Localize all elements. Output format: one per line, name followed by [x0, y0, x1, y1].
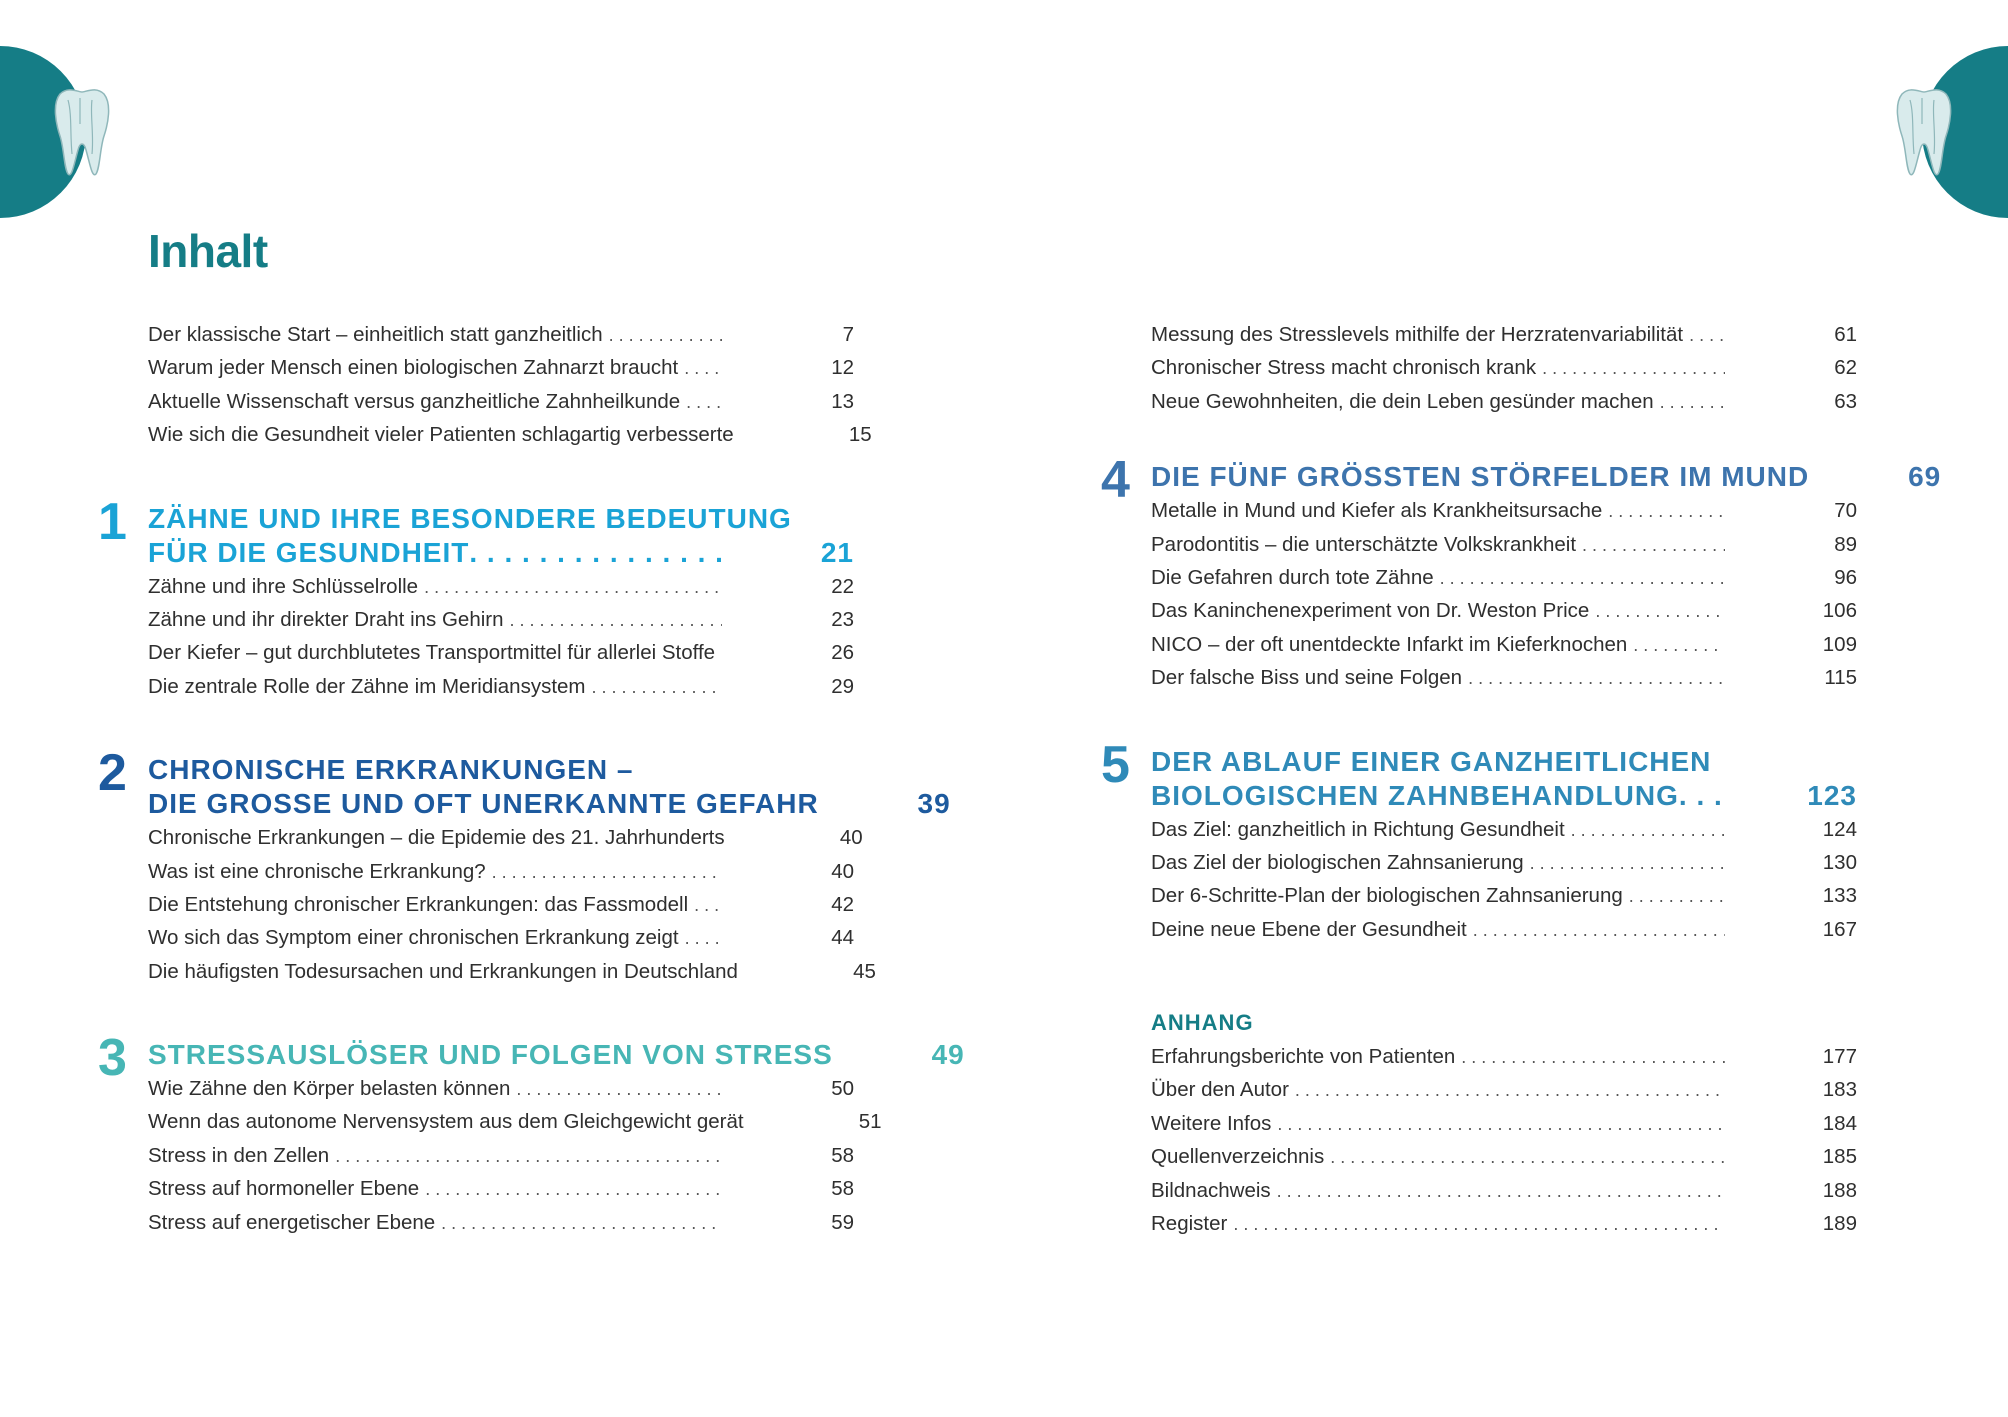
- toc-entry-title: Stress auf hormoneller Ebene: [148, 1177, 420, 1201]
- toc-entry-title: Der klassische Start – einheitlich statt ganzheitlich: [148, 323, 603, 346]
- toc-entry[interactable]: [148, 418, 872, 451]
- toc-entry[interactable]: [148, 1206, 854, 1239]
- intro-list: [148, 318, 872, 452]
- toc-entry-page: 177: [1822, 1045, 1857, 1069]
- chapter-title-line2: FÜR DIE GESUNDHEIT . . . 21: [148, 536, 854, 570]
- toc-entry[interactable]: [148, 921, 854, 954]
- toc-entry[interactable]: [148, 955, 876, 988]
- toc-entry-page: 184: [1822, 1111, 1857, 1135]
- toc-entry-title: NICO – der oft unentdeckte Infarkt im Kieferknochen: [1151, 632, 1628, 656]
- chapter-5: [1101, 735, 1857, 947]
- toc-entry[interactable]: [1151, 318, 1857, 351]
- chapter-4: [1101, 451, 1942, 694]
- toc-entry[interactable]: [1151, 1040, 1857, 1073]
- toc-entry-title: Parodontitis – die unterschätzte Volkskrankheit: [1151, 532, 1577, 556]
- chapter-title-line1: STRESSAUSLÖSER UND FOLGEN VON STRESS 49: [148, 1039, 965, 1071]
- toc-entry-page: 167: [1822, 917, 1857, 941]
- appendix: [1151, 1006, 1857, 1240]
- toc-entry[interactable]: [148, 1072, 854, 1105]
- toc-entry-title: Stress in den Zellen: [148, 1143, 330, 1167]
- toc-entry-page: 70: [1834, 499, 1857, 523]
- toc-entry-page: 44: [831, 926, 854, 950]
- toc-entry-page: 7: [842, 323, 854, 346]
- toc-entry-title: Die zentrale Rolle der Zähne im Meridiansystem: [148, 674, 586, 698]
- toc-entry-page: 183: [1822, 1078, 1857, 1102]
- toc-right-column: [1101, 318, 1942, 1240]
- toc-entry-page: 15: [848, 423, 872, 447]
- toc-entry-title: Wie Zähne den Körper belasten können: [148, 1077, 511, 1101]
- toc-entry-page: 42: [831, 892, 854, 916]
- toc-entry[interactable]: [1151, 879, 1857, 912]
- toc-entry-title: Über den Autor: [1151, 1078, 1289, 1102]
- toc-entry-page: 115: [1824, 666, 1857, 690]
- toc-entry[interactable]: [1151, 1073, 1857, 1106]
- toc-entry-title: Die häufigsten Todesursachen und Erkrankungen in Deutschland: [148, 959, 738, 983]
- toc-entry[interactable]: [1151, 1107, 1857, 1140]
- toc-entry-title: Was ist eine chronische Erkrankung?: [148, 859, 486, 883]
- toc-entry[interactable]: [148, 1172, 854, 1205]
- appendix-heading: ANHANG: [1151, 1010, 1254, 1036]
- toc-entry[interactable]: [1151, 494, 1857, 527]
- chapter-entries: [148, 1072, 882, 1239]
- toc-entry-title: Die Gefahren durch tote Zähne: [1151, 565, 1434, 589]
- chapter-title-line1: DER ABLAUF EINER GANZHEITLICHEN: [1151, 745, 1712, 777]
- chapter-entries: [148, 570, 854, 704]
- toc-entry[interactable]: [1151, 528, 1857, 561]
- toc-entry[interactable]: [1151, 628, 1857, 661]
- chapter-title-line1: ZÄHNE UND IHRE BESONDERE BEDEUTUNG: [148, 502, 792, 534]
- toc-entry-title: Bildnachweis: [1151, 1178, 1271, 1202]
- chapter-title-line1: CHRONISCHE ERKRANKUNGEN –: [148, 754, 634, 786]
- toc-entry-page: 62: [1834, 356, 1857, 380]
- chapter-3-continued: [1151, 318, 1857, 418]
- chapter-entries: [1151, 813, 1857, 947]
- toc-entry-title: Weitere Infos: [1151, 1111, 1272, 1135]
- tooth-icon: [50, 84, 114, 178]
- chapter-number: 1: [98, 492, 127, 551]
- toc-entry-title: Wenn das autonome Nervensystem aus dem Gleichgewicht gerät: [148, 1110, 744, 1134]
- toc-entry-page: 40: [831, 859, 854, 883]
- toc-entry[interactable]: [148, 570, 854, 603]
- toc-entry-title: Chronischer Stress macht chronisch krank: [1151, 356, 1537, 380]
- toc-entry-page: 185: [1822, 1145, 1857, 1169]
- toc-entry-title: Der Kiefer – gut durchblutetes Transportmittel für allerlei Stoffe: [148, 641, 716, 665]
- toc-entry-title: Neue Gewohnheiten, die dein Leben gesünder machen: [1151, 389, 1654, 413]
- toc-entry-title: Der 6-Schritte-Plan der biologischen Zahnsanierung: [1151, 884, 1623, 908]
- toc-left-column: [98, 318, 965, 1239]
- page-title: Inhalt: [148, 225, 268, 277]
- chapter-title-line2: BIOLOGISCHEN ZAHNBEHANDLUNG . . . 123: [1151, 779, 1857, 813]
- toc-entry-page: 22: [831, 574, 854, 598]
- toc-entry[interactable]: [1151, 594, 1857, 627]
- toc-entry-page: 13: [831, 389, 854, 413]
- toc-entry[interactable]: [148, 855, 854, 888]
- toc-entry[interactable]: [148, 1139, 854, 1172]
- chapter-page: 123: [1807, 779, 1857, 811]
- toc-entry-page: 188: [1822, 1178, 1857, 1202]
- toc-entry-title: Chronische Erkrankungen – die Epidemie des 21. Jahrhunderts: [148, 826, 725, 850]
- chapter-number: 2: [98, 744, 127, 803]
- toc-entry-title: Stress auf energetischer Ebene: [148, 1210, 436, 1234]
- tooth-icon: [1892, 84, 1956, 178]
- toc-entry-page: 124: [1822, 817, 1857, 841]
- chapter-page: 49: [931, 1039, 965, 1071]
- chapter-entries: [1151, 494, 1857, 694]
- toc-entry[interactable]: [1151, 913, 1857, 946]
- toc-entry-title: Das Kaninchenexperiment von Dr. Weston Price: [1151, 599, 1590, 623]
- toc-entry-page: 50: [831, 1077, 854, 1101]
- toc-entry-title: Register: [1151, 1212, 1228, 1236]
- toc-entry-title: Messung des Stresslevels mithilfe der Herzratenvariabilität: [1151, 323, 1684, 346]
- toc-entry-title: Wie sich die Gesundheit vieler Patienten schlagartig verbesserte: [148, 423, 734, 447]
- toc-entry[interactable]: [1151, 385, 1857, 418]
- toc-entry-title: Das Ziel der biologischen Zahnsanierung: [1151, 850, 1524, 874]
- toc-entry[interactable]: [1151, 1140, 1857, 1173]
- chapter-title-line1: DIE FÜNF GRÖSSTEN STÖRFELDER IM MUND 69: [1151, 461, 1942, 493]
- toc-entry-page: 12: [831, 356, 854, 380]
- toc-entry-title: Erfahrungsberichte von Patienten: [1151, 1045, 1456, 1069]
- toc-entry[interactable]: [148, 1105, 882, 1138]
- toc-entry[interactable]: [1151, 561, 1857, 594]
- toc-entry-page: 23: [831, 607, 854, 631]
- toc-entry-page: 59: [831, 1210, 854, 1234]
- toc-entry[interactable]: [1151, 846, 1857, 879]
- toc-entry-page: 61: [1834, 323, 1857, 346]
- chapter-page: 39: [917, 788, 951, 820]
- toc-entry-page: 29: [831, 674, 854, 698]
- toc-entry[interactable]: [1151, 1207, 1857, 1240]
- toc-entry-page: 130: [1822, 850, 1857, 874]
- chapter-3: [98, 1029, 965, 1239]
- toc-entry-page: 133: [1822, 884, 1857, 908]
- toc-entry-title: Quellenverzeichnis: [1151, 1145, 1325, 1169]
- toc-entry-title: Der falsche Biss und seine Folgen: [1151, 666, 1463, 690]
- chapter-number: 3: [98, 1029, 127, 1088]
- toc-entry[interactable]: [148, 888, 854, 921]
- toc-entry-page: 58: [831, 1143, 854, 1167]
- toc-entry-title: Das Ziel: ganzheitlich in Richtung Gesundheit: [1151, 817, 1565, 841]
- toc-entry-title: Zähne und ihre Schlüsselrolle: [148, 574, 419, 598]
- toc-entry-title: Aktuelle Wissenschaft versus ganzheitliche Zahnheilkunde: [148, 389, 681, 413]
- chapter-number: 4: [1101, 451, 1130, 510]
- toc-entry-title: Wo sich das Symptom einer chronischen Erkrankung zeigt: [148, 926, 679, 950]
- toc-entry-page: 40: [839, 826, 863, 850]
- toc-entry[interactable]: [148, 385, 854, 418]
- toc-entry-title: Zähne und ihr direkter Draht ins Gehirn: [148, 607, 504, 631]
- toc-entry[interactable]: [148, 318, 854, 351]
- toc-entry-page: 45: [853, 959, 876, 983]
- toc-entry[interactable]: [1151, 351, 1857, 384]
- toc-entry-title: Die Entstehung chronischer Erkrankungen: das Fassmodell: [148, 892, 689, 916]
- toc-entry[interactable]: [1151, 1174, 1857, 1207]
- toc-entry[interactable]: [1151, 813, 1857, 846]
- toc-entry-page: 63: [1834, 389, 1857, 413]
- chapter-2: [98, 744, 951, 988]
- chapter-page: 69: [1908, 461, 1942, 493]
- toc-entry-title: Warum jeder Mensch einen biologischen Zahnarzt braucht: [148, 356, 679, 380]
- toc-entry-page: 109: [1822, 632, 1857, 656]
- toc-entry[interactable]: [148, 636, 854, 669]
- toc-entry-title: Metalle in Mund und Kiefer als Krankheitsursache: [1151, 499, 1603, 523]
- toc-entry[interactable]: [148, 351, 854, 384]
- chapter-title-line2: DIE GROSSE UND OFT UNERKANNTE GEFAHR 39: [148, 788, 951, 820]
- toc-entry[interactable]: [1151, 661, 1857, 694]
- chapter-1: [98, 492, 854, 704]
- chapter-entries: [148, 821, 876, 988]
- toc-entry-page: 189: [1822, 1212, 1857, 1236]
- toc-entry-page: 26: [831, 641, 854, 665]
- appendix-entries: [1151, 1040, 1857, 1240]
- toc-entry-page: 89: [1834, 532, 1857, 556]
- toc-entry-page: 58: [831, 1177, 854, 1201]
- toc-entry[interactable]: [148, 603, 854, 636]
- toc-entry-page: 96: [1834, 565, 1857, 589]
- toc-entry[interactable]: [148, 670, 854, 703]
- toc-entry-page: 106: [1822, 599, 1857, 623]
- chapter-number: 5: [1101, 735, 1130, 794]
- chapter-page: 21: [820, 536, 854, 568]
- toc-entry-page: 51: [858, 1110, 882, 1134]
- toc-entry-title: Deine neue Ebene der Gesundheit: [1151, 917, 1467, 941]
- toc-entry[interactable]: [148, 821, 863, 854]
